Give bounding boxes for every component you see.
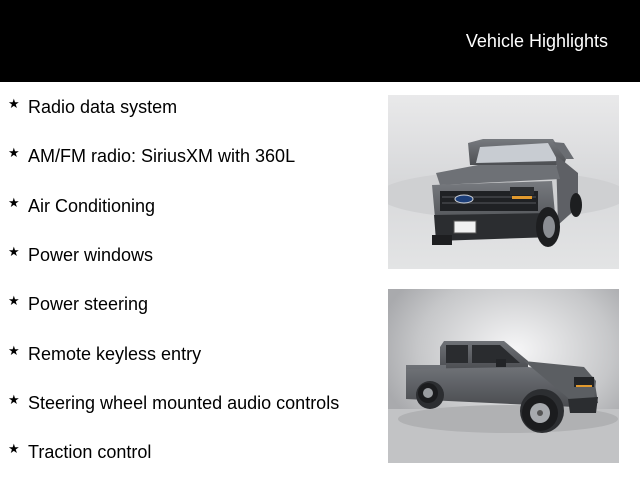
truck-side-photo: [388, 289, 619, 463]
feature-label: Remote keyless entry: [28, 343, 202, 364]
star-icon: ★: [8, 343, 20, 358]
star-icon: ★: [8, 195, 20, 210]
feature-item: [8, 343, 201, 365]
star-icon: ★: [8, 96, 20, 111]
star-icon: ★: [8, 145, 20, 160]
feature-label: Steering wheel mounted audio controls: [28, 392, 340, 413]
star-icon: ★: [8, 441, 20, 456]
star-icon: ★: [8, 392, 20, 407]
feature-item: [8, 392, 339, 414]
feature-label: Power steering: [28, 293, 149, 314]
star-icon: ★: [8, 293, 20, 308]
truck-front-photo: [388, 95, 619, 269]
page-title: Vehicle Highlights: [465, 31, 608, 51]
feature-item: [8, 96, 177, 118]
feature-label: AM/FM radio: SiriusXM with 360L: [28, 145, 296, 166]
feature-label: Traction control: [28, 441, 152, 462]
feature-label: Air Conditioning: [28, 195, 156, 216]
feature-item: [8, 244, 153, 266]
feature-item: [8, 195, 155, 217]
star-icon: ★: [8, 244, 20, 259]
feature-item: [8, 441, 151, 463]
feature-label: Power windows: [28, 244, 154, 265]
feature-item: [8, 293, 148, 315]
feature-label: Radio data system: [28, 96, 178, 117]
feature-item: [8, 145, 295, 167]
